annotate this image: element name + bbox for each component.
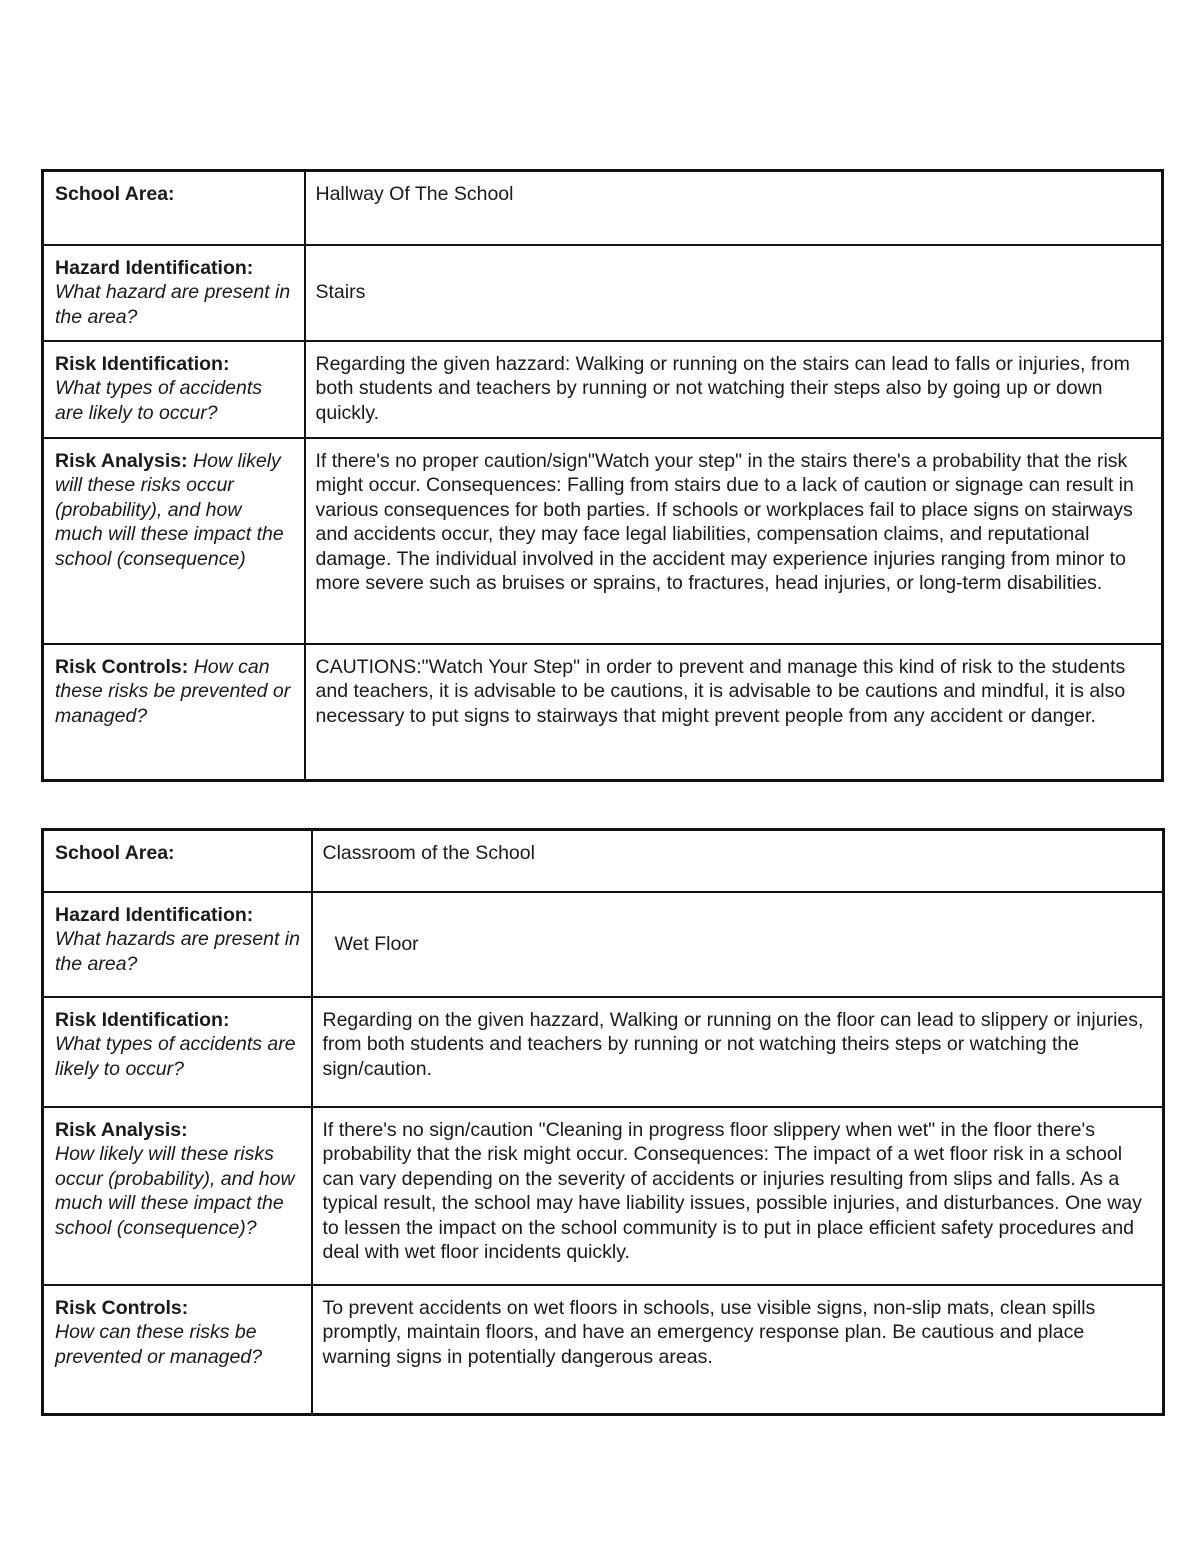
risk-assessment-table-classroom [41,828,1165,1416]
school-area-row [43,830,1164,892]
risk-identification-value: Regarding the given hazzard: Walking or running on the stairs can lead to falls or injuries, from both students and teachers by running or not watching their steps also by going up or down quickly. [315,352,1130,424]
hazard-identification-value: Wet Floor [334,932,419,955]
hazard-identification-label: Hazard Identification: [55,903,254,926]
school-area-label: School Area: [55,183,175,205]
risk-analysis-row [43,438,1163,644]
risk-analysis-label-cell [43,438,305,644]
risk-analysis-value-cell [312,1107,1164,1285]
hazard-identification-label-cell [43,245,305,341]
risk-controls-value: CAUTIONS:"Watch Your Step" in order to prevent and manage this kind of risk to the students and teachers, it is advisable to be cautions, it is advisable to be cautions and mindful, it is also necessary to put signs to stairways that might prevent people from any accident or danger. [315,655,1126,727]
risk-analysis-value: If there's no proper caution/sign"Watch your step" in the stairs there's a probability that the risk might occur. Consequences: Falling from stairs due to a lack of caution or signage can result in various consequences for both parties. If schools or workplaces fail to place signs on stairways and accidents occur, they may face legal liabilities, compensation claims, and reputational damage. The individual involved in the accident may experience injuries ranging from minor to more severe such as bruises or sprains, to fractures, head injuries, or long-term disabilities. [315,449,1134,595]
risk-identification-question: What types of accidents are likely to occur? [55,1033,296,1080]
risk-identification-row [43,997,1164,1107]
risk-controls-value-cell [312,1285,1164,1415]
risk-analysis-row [43,1107,1164,1285]
hazard-identification-question: What hazard are present in the area? [55,281,291,328]
risk-controls-question: How can these risks be prevented or managed? [55,1321,263,1368]
school-area-label-cell [43,830,312,892]
risk-controls-question: How can these risks be prevented or managed? [55,655,291,727]
hazard-identification-value-cell [305,245,1163,341]
risk-identification-label-cell [43,997,312,1107]
risk-analysis-label-cell [43,1107,312,1285]
risk-analysis-question: How likely will these risks occur (probability), and how much will these impact the school (consequence) [55,449,284,570]
risk-identification-question: What types of accidents are likely to occur? [55,377,263,424]
risk-controls-label-cell [43,644,305,781]
hazard-identification-label-cell [43,892,312,997]
risk-analysis-label: Risk Analysis: [55,449,188,472]
risk-identification-label-cell [43,341,305,438]
risk-controls-label-cell [43,1285,312,1415]
hazard-identification-label: Hazard Identification: [55,256,254,279]
risk-identification-value-cell [305,341,1163,438]
school-area-value: Classroom of the School [322,842,535,864]
school-area-label-cell [43,171,305,245]
hazard-identification-value: Stairs [315,281,366,304]
risk-controls-label: Risk Controls: [55,655,189,678]
school-area-row [43,171,1163,245]
risk-controls-value: To prevent accidents on wet floors in schools, use visible signs, non-slip mats, clean spills promptly, maintain floors, and have an emergency response plan. Be cautious and place warning signs in potentially dangerous areas. [322,1296,1096,1368]
risk-analysis-question: How likely will these risks occur (probability), and how much will these impact the school (consequence)? [55,1143,295,1239]
risk-identification-label: Risk Identification: [55,352,230,375]
risk-analysis-value: If there's no sign/caution "Cleaning in progress floor slippery when wet" in the floor there's probability that the risk might occur. Consequences: The impact of a wet floor risk in a school can vary depending on the severity of accidents or injuries resulting from slips and falls. As a typical result, the school may have liability issues, possible injuries, and disturbances. One way to lessen the impact on the school community is to put in place efficient safety procedures and deal with wet floor incidents quickly. [322,1118,1142,1264]
risk-controls-row [43,644,1163,781]
hazard-identification-row [43,245,1163,341]
risk-analysis-label: Risk Analysis: [55,1118,188,1141]
school-area-value: Hallway Of The School [315,183,514,205]
risk-analysis-value-cell [305,438,1163,644]
risk-identification-value: Regarding on the given hazzard, Walking or running on the floor can lead to slippery or injuries, from both students and teachers by running or not watching theirs steps or watching the sign/caution. [322,1008,1144,1080]
risk-controls-label: Risk Controls: [55,1296,189,1319]
hazard-identification-question: What hazards are present in the area? [55,928,300,975]
risk-controls-row [43,1285,1164,1415]
risk-identification-label: Risk Identification: [55,1008,230,1031]
risk-identification-row [43,341,1163,438]
risk-controls-value-cell [305,644,1163,781]
risk-identification-value-cell [312,997,1164,1107]
school-area-label: School Area: [55,842,175,864]
school-area-value-cell [305,171,1163,245]
hazard-identification-row [43,892,1164,997]
risk-assessment-table-hallway [41,169,1164,782]
hazard-identification-value-cell [312,892,1164,997]
school-area-value-cell [312,830,1164,892]
